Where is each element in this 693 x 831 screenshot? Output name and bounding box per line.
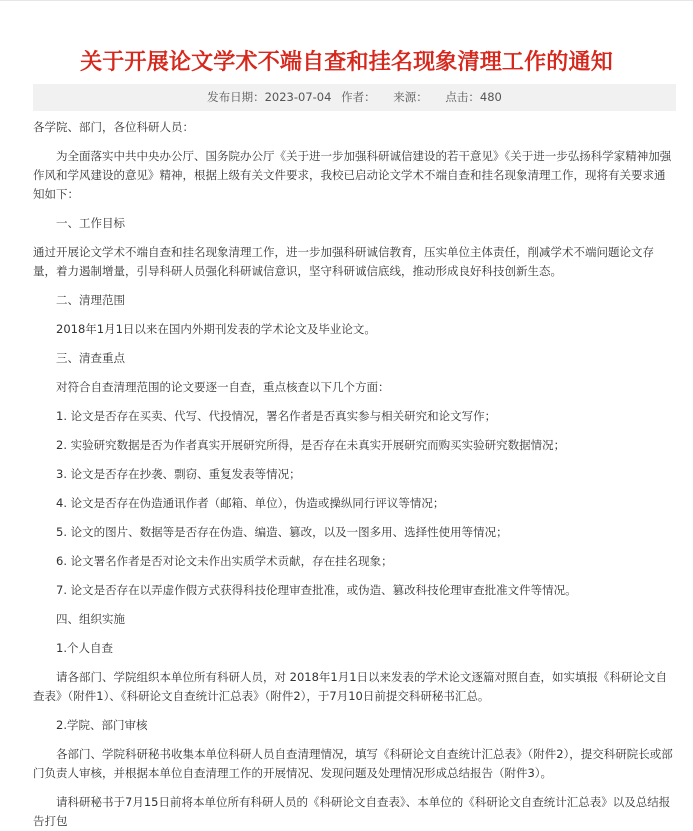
list-item: 7. 论文是否存在以弄虚作假方式获得科技伦理审查批准，或伪造、篡改科技伦理审查批准文件等情况。 — [56, 583, 577, 597]
body-paragraph: 2018年1月1日以来在国内外期刊发表的学术论文及毕业论文。 — [56, 322, 376, 336]
author-label: 作者： — [341, 90, 376, 104]
subsection-heading: 1.个人自查 — [56, 641, 113, 655]
body-paragraph: 对符合自查清理范围的论文要逐一自查，重点核查以下几个方面： — [56, 380, 390, 394]
body-paragraph: 请各部门、学院组织本单位所有科研人员，对 2018年1月1日以来发表的学术论文逐篇对照自查，如实填报《科研论文自查表》（附件1）、《科研论文自查统计汇总表》（附件2），于7月10日前提交科研秘书汇总。 — [33, 670, 668, 703]
salutation: 各学院、部门，各位科研人员： — [33, 120, 194, 134]
article-title: 关于开展论文学术不端自查和挂名现象清理工作的通知 — [80, 49, 613, 75]
list-item: 2. 实验研究数据是否为作者真实开展研究所得，是否存在未真实开展研究而购买实验研究数据情况； — [56, 438, 566, 452]
body-paragraph: 请科研秘书于7月15日前将本单位所有科研人员的《科研论文自查表》、本单位的《科研论文自查统计汇总表》以及总结报告打包 — [33, 795, 671, 828]
section-heading: 二、清理范围 — [56, 293, 125, 307]
list-item: 3. 论文是否存在抄袭、剽窃、重复发表等情况； — [56, 467, 301, 481]
list-item: 4. 论文是否存在伪造通讯作者（邮箱、单位），伪造或操纵同行评议等情况； — [56, 496, 445, 510]
list-item: 1. 论文是否存在买卖、代写、代投情况，署名作者是否真实参与相关研究和论文写作； — [56, 409, 497, 423]
list-item: 5. 论文的图片、数据等是否存在伪造、编造、篡改，以及一图多用、选择性使用等情况； — [56, 525, 508, 539]
body-paragraph: 各部门、学院科研秘书收集本单位科研人员自查清理情况，填写《科研论文自查统计汇总表》（附件2），提交科研院长或部门负责人审核，并根据本单位自查清理工作的开展情况、发现问题及处理情况形成总结报告（附件3）。 — [33, 747, 673, 780]
section-heading: 四、组织实施 — [56, 612, 125, 626]
article-meta-bar — [33, 84, 676, 111]
body-paragraph: 为全面落实中共中央办公厅、国务院办公厅《关于进一步加强科研诚信建设的若干意见》《关于进一步弘扬科学家精神加强作风和学风建设的意见》精神，根据上级有关文件要求，我校已启动论文学术不端自查和挂名现象清理工作，现将有关要求通知如下： — [33, 149, 672, 201]
list-item: 6. 论文署名作者是否对论文未作出实质学术贡献，存在挂名现象； — [56, 554, 393, 568]
subsection-heading: 2.学院、部门审核 — [56, 718, 148, 732]
publish-date: 发布日期：2023-07-04 — [207, 90, 332, 104]
source-label: 来源： — [393, 90, 428, 104]
section-heading: 一、工作目标 — [56, 216, 125, 230]
click-count: 点击：480 — [445, 90, 502, 104]
body-paragraph: 通过开展论文学术不端自查和挂名现象清理工作，进一步加强科研诚信教育，压实单位主体责任，削减学术不端问题论文存量，着力遏制增量，引导科研人员强化科研诚信意识，坚守科研诚信底线，推动形成良好科技创新生态。 — [33, 245, 654, 278]
section-heading: 三、清查重点 — [56, 351, 125, 365]
article-body — [33, 118, 676, 831]
top-divider — [0, 0, 693, 1]
